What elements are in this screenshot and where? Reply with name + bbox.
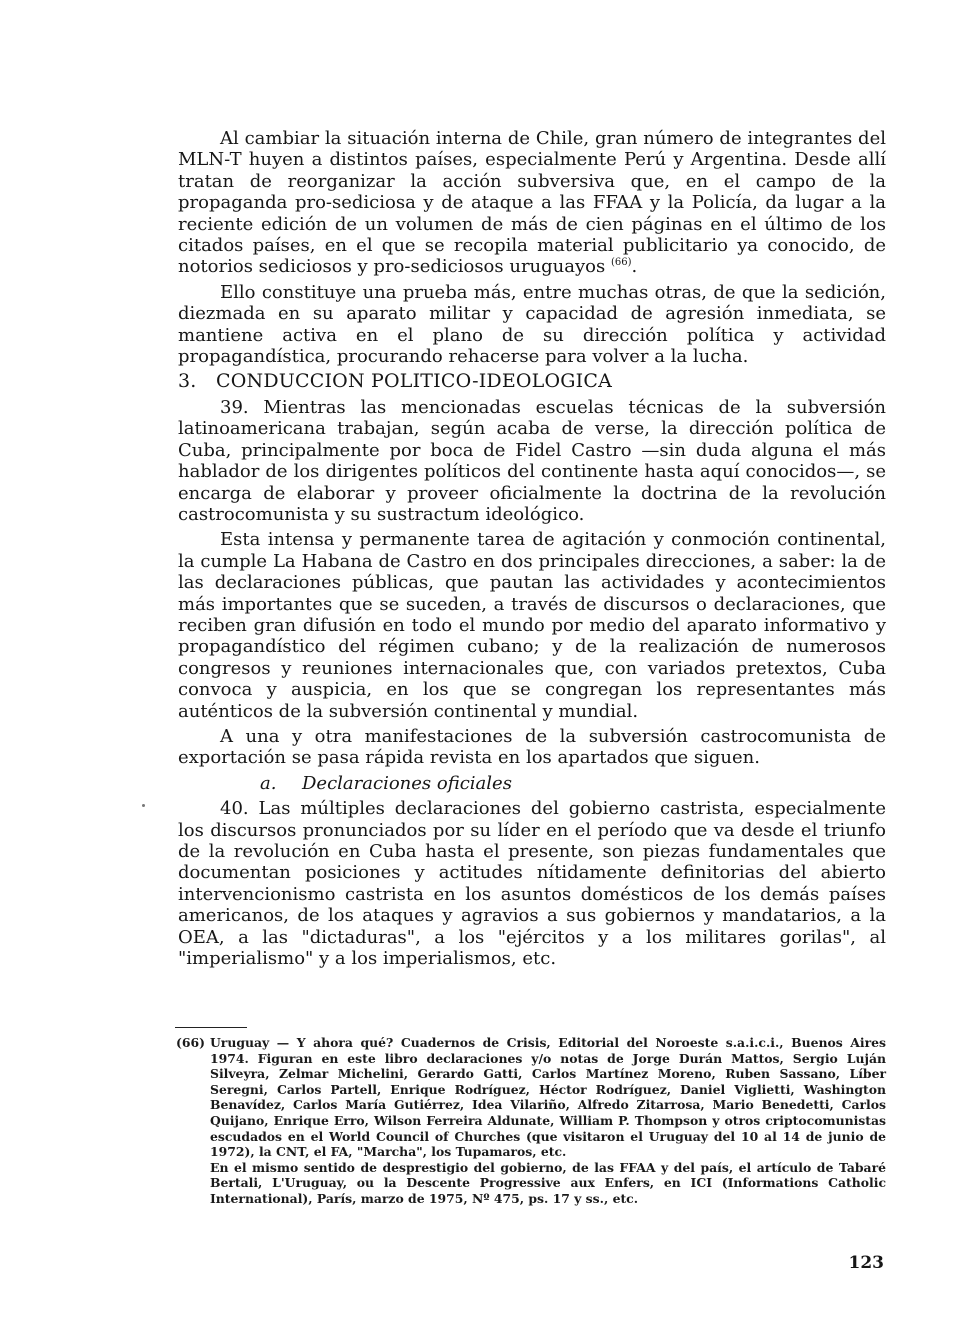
section-heading [178, 371, 886, 392]
page-number: 123 [848, 1253, 884, 1273]
footnote-continuation: En el mismo sentido de desprestigio del gobierno, de las FFAA y del país, el artículo de Tabaré Bertali, L'Uruguay, ou la Descente Progressive aux Enfers, en ICI (Informations Catholic International), París, marzo de 1975, Nº 475, ps. 17 y ss., etc. [210, 1159, 886, 1206]
paragraph-39: 39. Mientras las mencionadas escuelas técnicas de la subversión latinoamericana trabajan, según acaba de verse, la dirección política de Cuba, principalmente por boca de Fidel Castro —sin duda alguna el más hablador de los dirigentes políticos del continente hasta aquí conocidos—, se encarga de elaborar y proveer oficialmente la doctrina de la revolución castrocomunista y su sustractum ideológico. [178, 396, 886, 525]
footnote-text: Uruguay — Y ahora qué? Cuadernos de Crisis, Editorial del Noroeste s.a.i.c.i., Buenos Aires 1974. Figuran en este libro declaraciones y/o notas de Jorge Durán Mattos, Sergio Luján Silveyra, Zelmar Michelini, Gerardo Gatti, Carlos Martínez Moreno, Ruben Sassano, Líber Seregni, Carlos Partell, Enrique Rodríguez, Héctor Rodríguez, Daniel Viglietti, Washington Benavídez, Carlos María Gutiérrez, Idea Vilariño, Alfredo Zitarrosa, Mario Benedetti, Carlos Quijano, Enrique Erro, Wilson Ferreira Aldunate, William P. Thompson y otros criptocomunistas escudados en el World Council of Churches (que visitaron el Uruguay del 10 al 14 de junio de 1972), la CNT, el FA, "Marcha", los Tupamaros, etc. [210, 1035, 886, 1160]
paragraph-chile: Al cambiar la situación interna de Chile, gran número de integrantes del MLN-T huyen a distintos países, especialmente Perú y Argentina. Desde allí tratan de reorganizar la acción subversiva que, en el campo de la propaganda pro-sediciosa y de ataque a las FFAA y la Policía, da lugar a la reciente edición de un volumen de más de cien páginas en el último de los citados países, en el que se recopila material publicitario ya conocido, de notorios sediciosos y pro-sediciosos uruguayos $^{(66)}$. [178, 128, 886, 278]
subsection-letter: a. [260, 772, 277, 794]
section-number: 3. [178, 370, 197, 393]
scan-speck [142, 804, 145, 807]
paragraph-habana: Esta intensa y permanente tarea de agitación y conmoción continental, la cumple La Habana de Castro en dos principales direcciones, a saber: la de las declaraciones públicas, que pautan las actividades y acontecimientos más importantes que se suceden, a través de discursos o declaraciones, que reciben gran difusión en todo el mundo por medio del aparato informativo y propagandístico del régimen cubano; y de la realización de numerosos congresos y reuniones internacionales que, con variados pretextos, Cuba convoca y auspicia, en los que se congregan los representantes más auténticos de la subversión continental y mundial. [178, 529, 886, 722]
footnote-mark: (66) [176, 1035, 205, 1050]
paragraph-40: 40. Las múltiples declaraciones del gobierno castrista, especialmente los discursos pronunciados por su líder en el período que va desde el triunfo de la revolución en Cuba hasta el presente, son piezas fundamentales que documentan posiciones y actitudes nítidamente definitorias del abierto intervencionismo castrista en los asuntos domésticos de los demás países americanos, de los ataques y agravios a sus gobiernos y mandatarios, a la OEA, a las "dictaduras", a los "ejércitos y a los militares gorilas", al "imperialismo" y a los imperialismos, etc. [178, 798, 886, 970]
paragraph-sedicion: Ello constituye una prueba más, entre muchas otras, de que la sedición, diezmada en su aparato militar y capacidad de agresión inmediata, se mantiene activa en el plano de su dirección política y actividad propagandística, procurando rehacerse para volver a la lucha. [178, 281, 886, 368]
main-text [178, 128, 886, 973]
subsection-heading [178, 773, 886, 794]
footnote-entry [176, 1035, 886, 1160]
footnote-reference: (66) [610, 257, 632, 269]
subsection-title: Declaraciones oficiales [302, 772, 512, 794]
footnote [176, 1035, 886, 1207]
paragraph-text: Al cambiar la situación interna de Chile, gran número de integrantes del MLN-T huyen a distintos países, especialmente Perú y Argentina. Desde allí tratan de reorganizar la acción subversiva que, en el campo de la propaganda pro-sediciosa y de ataque a las FFAA y la Policía, da lugar a la reciente edición de un volumen de más de cien páginas en el último de los citados países, en el que se recopila material publicitario ya conocido, de notorios sediciosos y pro-sediciosos uruguayos [178, 128, 886, 278]
paragraph-revista: A una y otra manifestaciones de la subversión castrocomunista de exportación se pasa rápida revista en los apartados que siguen. [178, 725, 886, 769]
footnote-divider [175, 1027, 247, 1028]
section-title: CONDUCCION POLITICO-IDEOLOGICA [216, 370, 613, 393]
